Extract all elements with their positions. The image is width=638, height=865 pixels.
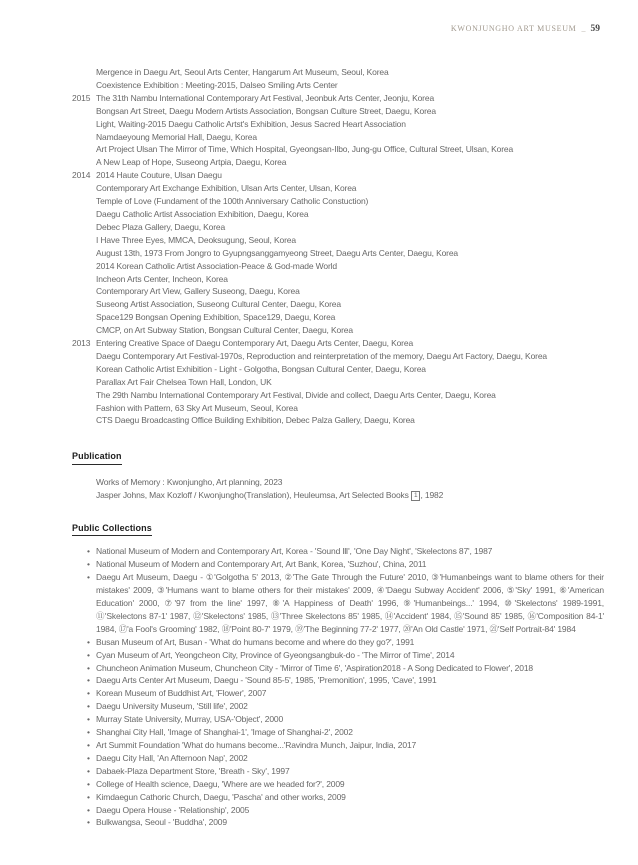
exhibition-year [72,389,96,402]
exhibition-row [72,273,604,286]
collection-text: Daegu Arts Center Art Museum, Daegu - 'Sound 85-5', 1985, 'Premonition', 1995, 'Cave', 1991 [96,675,437,686]
exhibition-year [72,363,96,376]
collection-item [72,791,604,804]
bullet-icon: • [87,791,90,802]
exhibition-row [72,247,604,260]
publication-item [96,476,604,489]
collection-item [72,662,604,675]
exhibition-year [72,131,96,144]
collection-item [72,816,604,829]
exhibition-text: Mergence in Daegu Art, Seoul Arts Center, Hangarum Art Museum, Seoul, Korea [96,67,389,77]
collection-item [72,713,604,726]
exhibition-text: A New Leap of Hope, Suseong Artpia, Daegu, Korea [96,157,287,168]
exhibition-year [72,156,96,169]
publication-item [96,489,604,502]
exhibition-row [72,195,604,208]
bullet-icon: • [87,739,90,750]
collection-item [72,752,604,765]
exhibition-year [72,195,96,208]
exhibition-text: Daegu Catholic Artist Association Exhibition, Daegu, Korea [96,208,309,219]
bullet-icon: • [87,662,90,673]
collection-item [72,545,604,558]
collection-text: Busan Museum of Art, Busan - 'What do humans become and where do they go?', 1991 [96,636,415,647]
exhibition-list [72,66,604,427]
exhibition-year [72,247,96,260]
exhibition-year [72,324,96,337]
page-number: 59 [590,24,600,34]
bullet-icon: • [87,636,90,647]
exhibition-year [72,311,96,324]
collection-item [72,558,604,571]
collection-item [72,649,604,662]
publication-list [96,476,604,502]
exhibition-row [72,92,604,105]
bullet-icon: • [87,701,90,712]
exhibition-year [72,260,96,273]
exhibition-year [72,376,96,389]
exhibition-text: Space129 Bongsan Opening Exhibition, Space129, Daegu, Korea [96,312,336,323]
exhibition-row [72,337,604,350]
bullet-icon: • [87,546,90,557]
exhibition-text: Daegu Contemporary Art Festival-1970s, Reproduction and reinterpretation of the memory, Daegu Art Factory, Daegu, Korea [96,350,547,361]
collection-text: Murray State University, Murray, USA-'Object', 2000 [96,714,284,725]
exhibition-row [72,234,604,247]
collection-text: Shanghai City Hall, 'Image of Shanghai-1', 'Image of Shanghai-2', 2002 [96,727,353,738]
exhibition-row [72,260,604,273]
exhibition-text: Namdaeyoung Memorial Hall, Daegu, Korea [96,131,257,142]
collection-text: Daegu Art Museum, Daegu - ①'Golgotha 5' 2013, ②'The Gate Through the Future' 2010, ③'Humanbeings want to blame others for their mistakes' 2009, ③'Humans want to blame others for their mistakes' 2009, ④'Daegu Subway Accident' 2006, ⑤'Sky' 1991, ⑥'American Education' 2000, ⑦'97 from the line' 1997, ⑧'A Happiness of Death' 1996, ⑨'Humanbeings...' 1994, ⑩'Skelectons' 1989-1991, ⑪'Skelectons 87-1' 1987, ⑫'Skelectons' 1985, ⑬'Three Skelectons 85' 1985, ⑭'Accident' 1984, ⑮'Sound 85' 1985, ⑯'Composition 84-1' 1984, ⑰'a Fool's Grooming' 1982, ⑱'Point 80-7' 1979, ⑲'The Beginning 77-2' 1977, ⑳'An Old Castle' 1971, ㉑'Self Portrait-84' 1984 [96,572,604,634]
exhibition-text: CMCP, on Art Subway Station, Bongsan Cultural Center, Daegu, Korea [96,325,353,336]
bullet-icon: • [87,752,90,763]
main-content [72,66,604,829]
page-header [451,24,600,34]
collection-text: Daegu Opera House - 'Relationship', 2005 [96,804,250,815]
exhibition-year: 2013 [72,338,91,349]
exhibition-text: CTS Daegu Broadcasting Office Building Exhibition, Debec Palza Gallery, Daegu, Korea [96,415,415,426]
bullet-icon: • [87,675,90,686]
exhibition-year: 2014 [72,170,91,181]
bullet-icon: • [87,559,90,570]
bullet-icon: • [87,649,90,660]
bullet-icon: • [87,804,90,815]
museum-name: KWONJUNGHO ART MUSEUM [450,24,577,33]
collection-item [72,778,604,791]
publication-section [72,446,604,502]
exhibition-row [72,208,604,221]
bullet-icon: • [87,714,90,725]
collection-item [72,739,604,752]
exhibition-text: The 31th Nambu International Contemporary Art Festival, Jeonbuk Arts Center, Jeonju, Korea [96,92,435,103]
collection-text: Cyan Museum of Art, Yeongcheon City, Province of Gyeongsangbuk-do - 'The Mirror of Time', 2014 [96,649,455,660]
exhibition-year [72,273,96,286]
collections-section-title: Public Collections [72,523,152,537]
exhibition-text: Suseong Artist Association, Suseong Cultural Center, Daegu, Korea [96,299,341,310]
exhibition-row [72,66,604,79]
exhibition-text: Contemporary Art View, Gallery Suseong, Daegu, Korea [96,286,300,297]
exhibition-year [72,414,96,427]
collections-section [72,518,604,829]
exhibition-year [72,79,96,92]
header-separator: _ [581,24,586,33]
exhibition-text: Parallax Art Fair Chelsea Town Hall, London, UK [96,376,272,387]
exhibition-row [72,311,604,324]
collection-text: Chuncheon Animation Museum, Chuncheon City - 'Mirror of Time 6', 'Aspiration2018 - A Song Dedicated to Flower', 2018 [96,662,533,673]
exhibition-year [72,118,96,131]
exhibition-text: Incheon Arts Center, Incheon, Korea [96,273,228,284]
publication-text: Works of Memory : Kwonjungho, Art planning, 2023 [96,476,283,487]
bullet-icon: • [87,778,90,789]
collection-item [72,687,604,700]
collection-item [72,700,604,713]
exhibition-row [72,285,604,298]
exhibition-row [72,376,604,389]
exhibition-row [72,182,604,195]
exhibition-row [72,156,604,169]
exhibition-text: The 29th Nambu International Contemporary Art Festival, Divide and collect, Daegu Arts Center, Daegu, Korea [96,389,496,400]
collection-item [72,804,604,817]
collection-text: Daegu City Hall, 'An Afternoon Nap', 2002 [96,752,248,763]
collection-item [72,765,604,778]
exhibition-text: August 13th, 1973 From Jongro to Gyupngsanggamyeong Street, Daegu Arts Center, Daegu, Korea [96,247,458,258]
exhibition-year [72,66,96,79]
exhibition-text: Fashion with Pattern, 63 Sky Art Museum, Seoul, Korea [96,402,298,413]
bullet-icon: • [87,727,90,738]
exhibition-year [72,350,96,363]
exhibition-year: 2015 [72,92,91,103]
exhibition-row [72,79,604,92]
exhibition-text: Bongsan Art Street, Daegu Modern Artists Association, Bongsan Culture Street, Daegu, Korea [96,105,436,116]
exhibition-year [72,285,96,298]
exhibition-row [72,131,604,144]
collection-item [72,571,604,636]
collection-text: Kimdaegun Cathoric Church, Daegu, 'Pascha' and other works, 2009 [96,791,346,802]
collection-item [72,636,604,649]
boxed-number: 1 [411,491,420,501]
exhibition-year [72,105,96,118]
exhibition-text: 2014 Haute Couture, Ulsan Daegu [96,170,222,181]
bullet-icon: • [87,572,90,583]
exhibition-row [72,105,604,118]
exhibition-year [72,221,96,234]
publication-text: Jasper Johns, Max Kozloff / Kwonjungho(Translation), Heuleumsa, Art Selected Books [96,489,411,500]
exhibition-row [72,402,604,415]
collection-item [72,726,604,739]
bullet-icon: • [87,688,90,699]
publication-section-title: Publication [72,451,122,465]
collections-list [72,545,604,829]
collection-text: Dabaek-Plaza Department Store, 'Breath - Sky', 1997 [96,765,290,776]
exhibition-text: Entering Creative Space of Daegu Contemporary Art, Daegu Arts Center, Daegu, Korea [96,338,414,349]
exhibition-text: 2014 Korean Catholic Artist Association-Peace & God-made World [96,260,337,271]
exhibition-year [72,402,96,415]
collection-text: Korean Museum of Buddhist Art, 'Flower', 2007 [96,688,267,699]
exhibition-row [72,118,604,131]
collection-text: Art Summit Foundation 'What do humans become...'Ravindra Munch, Jaipur, India, 2017 [96,739,417,750]
exhibition-year [72,182,96,195]
exhibition-row [72,414,604,427]
exhibition-row [72,324,604,337]
collection-text: Bulkwangsa, Seoul - 'Buddha', 2009 [96,817,227,828]
exhibition-text: I Have Three Eyes, MMCA, Deoksugung, Seoul, Korea [96,234,296,245]
exhibition-year [72,143,96,156]
exhibition-text: Art Project Ulsan The Mirror of Time, Which Hospital, Gyeongsan-Ilbo, Jung-gu Office, Cultural Street, Ulsan, Korea [96,144,514,155]
collection-item [72,674,604,687]
collection-text: National Museum of Modern and Contemporary Art, Korea - 'Sound Ⅲ', 'One Day Night', 'Skelectons 87', 1987 [96,546,493,557]
collection-text: College of Health science, Daegu, 'Where are we headed for?', 2009 [96,778,345,789]
exhibition-year [72,234,96,247]
exhibition-row [72,221,604,234]
publication-text-suffix: , 1982 [420,489,444,500]
collection-text: National Museum of Modern and Contemporary Art, Art Bank, Korea, 'Suzhou', China, 2011 [96,559,427,570]
exhibition-row [72,143,604,156]
exhibition-year [72,298,96,311]
collection-text: Daegu University Museum, 'Still life', 2002 [96,701,248,712]
bullet-icon: • [87,765,90,776]
exhibition-row [72,350,604,363]
exhibition-row [72,169,604,182]
exhibition-row [72,298,604,311]
exhibition-row [72,363,604,376]
exhibition-text: Debec Plaza Gallery, Daegu, Korea [96,221,226,232]
exhibition-text: Coexistence Exhibition : Meeting-2015, Dalseo Smiling Arts Center [96,79,338,90]
exhibition-text: Light, Waiting-2015 Daegu Catholic Artst's Exhibition, Jesus Sacred Heart Association [96,118,406,129]
exhibition-year [72,208,96,221]
exhibition-text: Contemporary Art Exchange Exhibition, Ulsan Arts Center, Ulsan, Korea [96,183,357,194]
exhibition-row [72,389,604,402]
bullet-icon: • [87,817,90,828]
exhibition-text: Korean Catholic Artist Exhibition - Light - Golgotha, Bongsan Cultural Center, Daegu, Korea [96,363,426,374]
exhibition-text: Temple of Love (Fundament of the 100th Anniversary Catholic Constuction) [96,196,369,207]
